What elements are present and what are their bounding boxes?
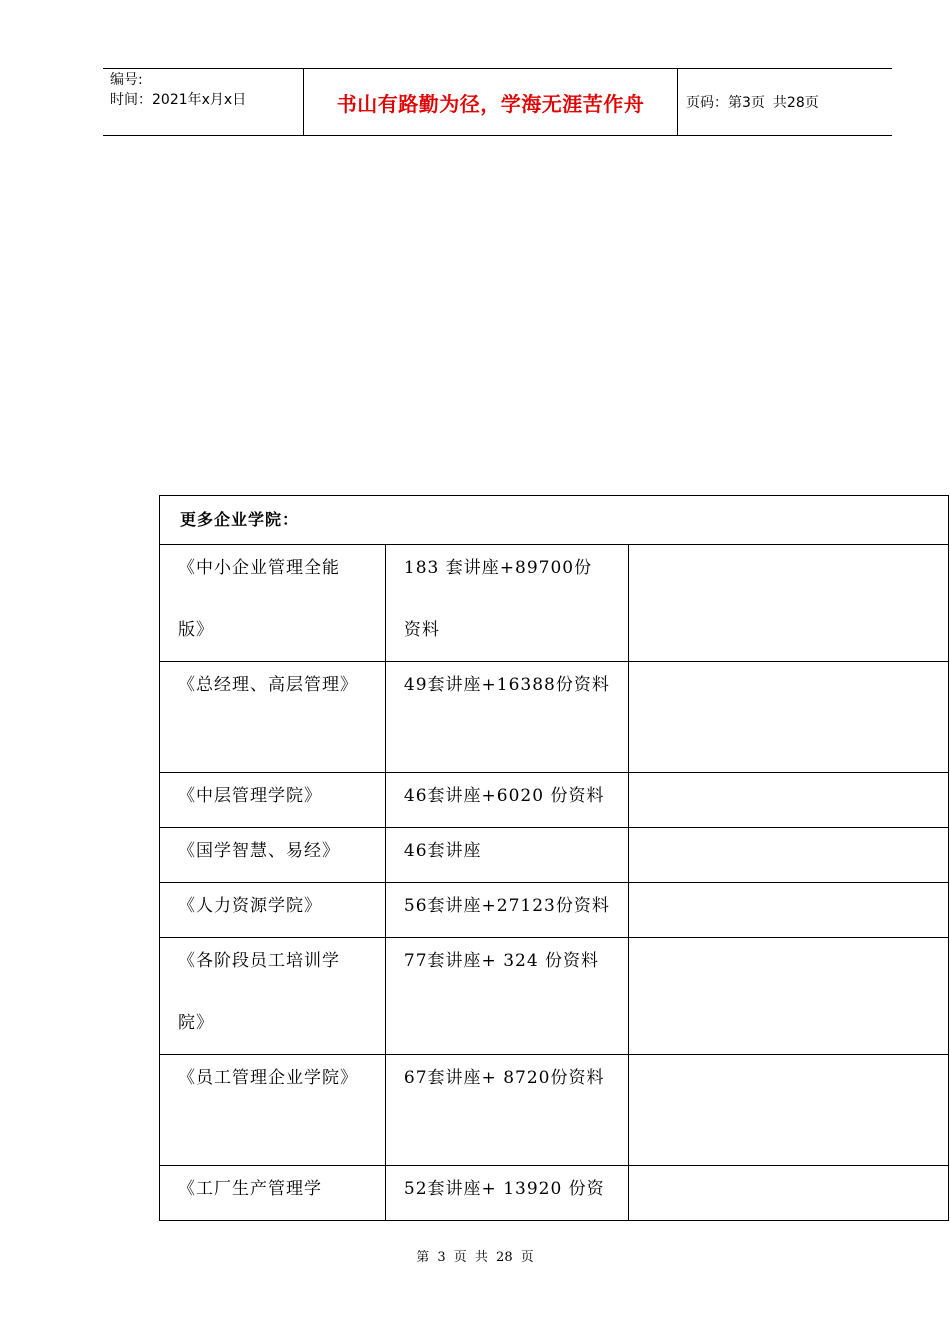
academy-extra: [628, 545, 948, 662]
academy-table: [159, 495, 949, 1221]
academy-desc: [385, 1166, 628, 1221]
academy-name: [160, 1166, 386, 1221]
academy-extra: [628, 773, 948, 828]
academy-extra: [628, 938, 948, 1055]
academy-desc: [385, 662, 628, 773]
academy-name: [160, 1055, 386, 1166]
academy-name: [160, 938, 386, 1055]
academy-extra: [628, 662, 948, 773]
code-label: 编号:: [110, 72, 143, 88]
academy-desc-text: 183 套讲座+89700份资料: [403, 558, 593, 640]
academy-extra: [628, 828, 948, 883]
header-meta: [110, 70, 300, 110]
academy-desc: [385, 1055, 628, 1166]
academy-desc-text: 46套讲座+6020 份资料: [403, 786, 605, 806]
page-label: 页码：第3页: [686, 95, 765, 111]
academy-desc-text: 67套讲座+ 8720份资料: [403, 1068, 605, 1088]
academy-extra: [628, 883, 948, 938]
page-footer: 第 3 页 共 28 页: [416, 1250, 534, 1265]
academy-desc-text: 56套讲座+27123份资料: [403, 896, 610, 916]
table-title: 更多企业学院：: [160, 496, 949, 545]
academy-name-text: 《工厂生产管理学: [178, 1179, 322, 1199]
header-motto: 书山有路勤为径，学海无涯苦作舟: [336, 91, 645, 116]
academy-name: [160, 662, 386, 773]
table-row: [160, 1055, 949, 1166]
header-divider-right: [677, 68, 678, 136]
academy-desc: [385, 938, 628, 1055]
academy-desc-text: 77套讲座+ 324 份资料: [403, 951, 600, 971]
table-row: [160, 545, 949, 662]
table-row: [160, 662, 949, 773]
academy-desc-text: 52套讲座+ 13920 份资: [403, 1179, 605, 1199]
academy-desc-text: 46套讲座: [403, 841, 482, 861]
academy-extra: [628, 1166, 948, 1221]
academy-name-text: 《总经理、高层管理》: [178, 675, 358, 695]
academy-name: [160, 545, 386, 662]
academy-extra: [628, 1055, 948, 1166]
academy-name-text: 《中层管理学院》: [178, 786, 322, 806]
academy-name-text: 《员工管理企业学院》: [178, 1068, 358, 1088]
academy-desc-text: 49套讲座+16388份资料: [403, 675, 610, 695]
header-page-info: [686, 68, 819, 136]
time-label: 时间：2021年x月x日: [110, 92, 247, 108]
table-row: [160, 1166, 949, 1221]
academy-desc: [385, 545, 628, 662]
table-row: [160, 938, 949, 1055]
academy-name-text: 《中小企业管理全能版》: [178, 558, 340, 640]
academy-name-text: 《人力资源学院》: [178, 896, 322, 916]
academy-name-text: 《各阶段员工培训学院》: [178, 951, 340, 1033]
academy-name-text: 《国学智慧、易经》: [178, 841, 340, 861]
total-pages-label: 共28页: [772, 95, 819, 111]
